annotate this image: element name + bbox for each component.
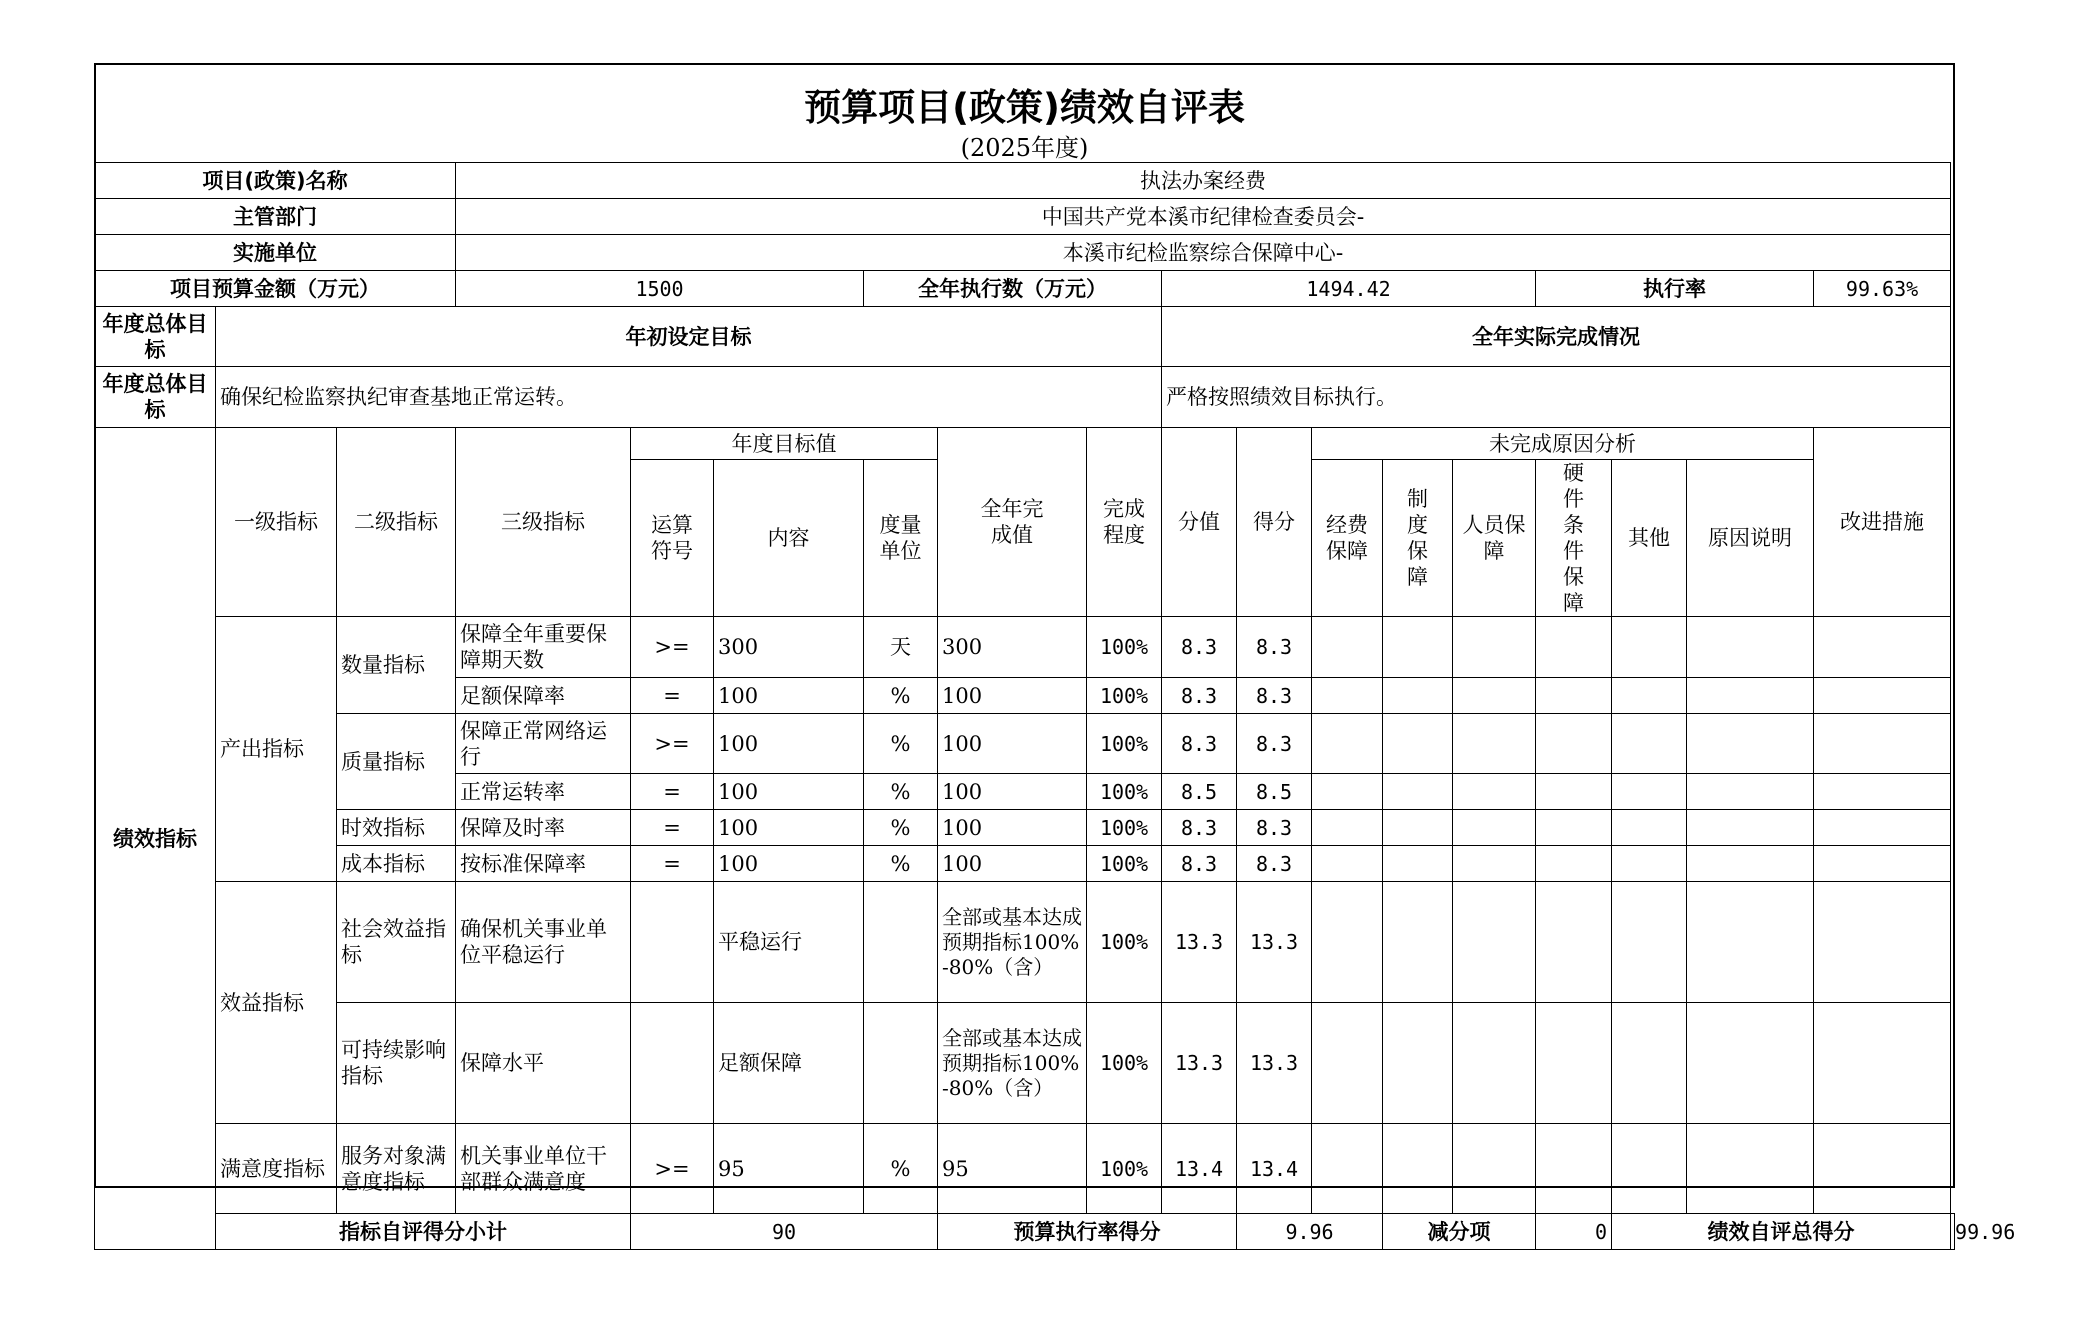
group-satisfaction: 满意度指标 [216, 1124, 337, 1214]
group-service: 服务对象满意度指标 [337, 1124, 456, 1214]
cell-content: 平稳运行 [714, 882, 864, 1003]
empty-cell [1453, 774, 1536, 810]
group-cost: 成本指标 [337, 846, 456, 882]
empty-cell [1453, 810, 1536, 846]
cell-actual: 100 [938, 678, 1087, 714]
empty-cell [1383, 1003, 1453, 1124]
cell-unit: 天 [864, 617, 938, 678]
empty-cell [1536, 714, 1612, 774]
indicator-header-row-1 [95, 428, 1955, 460]
cell-completion: 100% [1087, 882, 1162, 1003]
project-name-value: 执法办案经费 [456, 163, 1951, 199]
cell-content: 100 [714, 810, 864, 846]
dept-label: 主管部门 [95, 199, 456, 235]
empty-cell [1312, 714, 1383, 774]
cell-l3: 保障及时率 [456, 810, 631, 846]
header-operator: 运算符号 [631, 460, 714, 617]
header-improve: 改进措施 [1814, 428, 1951, 617]
cell-actual: 300 [938, 617, 1087, 678]
evaluation-table [94, 162, 2016, 1250]
evaluation-sheet [94, 63, 2016, 1244]
title-block [96, 65, 1953, 162]
empty-cell [1814, 1003, 1951, 1124]
header-reason-system: 制度保障 [1383, 460, 1453, 617]
cell-score: 8.3 [1162, 714, 1237, 774]
cell-score: 13.3 [1162, 1003, 1237, 1124]
empty-cell [1612, 882, 1687, 1003]
subtotal-value: 90 [631, 1214, 938, 1250]
empty-cell [1687, 810, 1814, 846]
empty-cell [1312, 1003, 1383, 1124]
group-quantity: 数量指标 [337, 617, 456, 714]
empty-cell [1453, 1124, 1536, 1214]
empty-cell [1383, 846, 1453, 882]
cell-completion: 100% [1087, 1124, 1162, 1214]
empty-cell [1453, 882, 1536, 1003]
cell-got: 13.3 [1237, 1003, 1312, 1124]
empty-cell [1612, 678, 1687, 714]
empty-cell [1687, 846, 1814, 882]
cell-score: 8.3 [1162, 810, 1237, 846]
cell-got: 8.3 [1237, 714, 1312, 774]
info-row-dept [95, 199, 1955, 235]
total-label: 绩效自评总得分 [1612, 1214, 1951, 1250]
cell-l3: 保障水平 [456, 1003, 631, 1124]
cell-l3: 机关事业单位干部群众满意度 [456, 1124, 631, 1214]
cell-op: >= [631, 1124, 714, 1214]
empty-cell [1536, 774, 1612, 810]
header-reason-other: 其他 [1612, 460, 1687, 617]
cell-op [631, 1003, 714, 1124]
cell-completion: 100% [1087, 774, 1162, 810]
cell-l3: 足额保障率 [456, 678, 631, 714]
exec-label: 全年执行数（万元） [864, 271, 1162, 307]
group-timeliness: 时效指标 [337, 810, 456, 846]
goal-plan-header: 年初设定目标 [216, 307, 1162, 367]
cell-op: = [631, 774, 714, 810]
cell-got: 13.4 [1237, 1124, 1312, 1214]
empty-cell [1814, 617, 1951, 678]
empty-cell [1453, 617, 1536, 678]
group-sustain: 可持续影响指标 [337, 1003, 456, 1124]
header-level3: 三级指标 [456, 428, 631, 617]
cell-op: = [631, 846, 714, 882]
cell-op: = [631, 810, 714, 846]
cell-got: 8.3 [1237, 846, 1312, 882]
empty-cell [1312, 617, 1383, 678]
empty-cell [1312, 810, 1383, 846]
table-row [95, 846, 1955, 882]
total-value: 99.96 [1951, 1214, 1955, 1250]
group-output: 产出指标 [216, 617, 337, 882]
empty-cell [1453, 1003, 1536, 1124]
header-got: 得分 [1237, 428, 1312, 617]
info-row-unit [95, 235, 1955, 271]
cell-l3: 保障正常网络运行 [456, 714, 631, 774]
empty-cell [1383, 678, 1453, 714]
deduct-value: 0 [1536, 1214, 1612, 1250]
footer-row [95, 1214, 1955, 1250]
budget-score-label: 预算执行率得分 [938, 1214, 1237, 1250]
header-actual: 全年完成值 [938, 428, 1087, 617]
empty-cell [1312, 1124, 1383, 1214]
empty-cell [1687, 882, 1814, 1003]
header-reason-group: 未完成原因分析 [1312, 428, 1814, 460]
cell-content: 足额保障 [714, 1003, 864, 1124]
project-name-label: 项目(政策)名称 [95, 163, 456, 199]
empty-cell [1612, 1003, 1687, 1124]
header-level2: 二级指标 [337, 428, 456, 617]
cell-score: 8.5 [1162, 774, 1237, 810]
cell-content: 95 [714, 1124, 864, 1214]
header-level1: 一级指标 [216, 428, 337, 617]
table-row [95, 810, 1955, 846]
cell-l3: 确保机关事业单位平稳运行 [456, 882, 631, 1003]
cell-completion: 100% [1087, 846, 1162, 882]
empty-cell [1536, 617, 1612, 678]
empty-cell [1383, 810, 1453, 846]
group-quality: 质量指标 [337, 714, 456, 810]
cell-completion: 100% [1087, 714, 1162, 774]
header-reason-funds: 经费保障 [1312, 460, 1383, 617]
cell-op: >= [631, 617, 714, 678]
empty-cell [1814, 678, 1951, 714]
cell-score: 13.3 [1162, 882, 1237, 1003]
cell-op: = [631, 678, 714, 714]
cell-score: 8.3 [1162, 617, 1237, 678]
header-reason-staff: 人员保障 [1453, 460, 1536, 617]
cell-score: 8.3 [1162, 678, 1237, 714]
page-subtitle: (2025年度) [960, 134, 1089, 162]
header-target-group: 年度目标值 [631, 428, 938, 460]
goal-plan-text: 确保纪检监察执纪审查基地正常运转。 [216, 367, 1162, 428]
cell-unit: % [864, 678, 938, 714]
cell-unit: % [864, 846, 938, 882]
cell-actual: 95 [938, 1124, 1087, 1214]
exec-value: 1494.42 [1162, 271, 1536, 307]
cell-completion: 100% [1087, 617, 1162, 678]
budget-value: 1500 [456, 271, 864, 307]
cell-unit [864, 1003, 938, 1124]
empty-cell [1687, 774, 1814, 810]
empty-cell [1687, 1124, 1814, 1214]
empty-cell [1383, 714, 1453, 774]
cell-unit: % [864, 1124, 938, 1214]
cell-got: 8.3 [1237, 678, 1312, 714]
empty-cell [1612, 846, 1687, 882]
deduct-label: 减分项 [1383, 1214, 1536, 1250]
empty-cell [1687, 678, 1814, 714]
header-content: 内容 [714, 460, 864, 617]
cell-completion: 100% [1087, 1003, 1162, 1124]
rate-label: 执行率 [1536, 271, 1814, 307]
table-row [95, 714, 1955, 774]
cell-got: 13.3 [1237, 882, 1312, 1003]
empty-cell [1536, 810, 1612, 846]
empty-cell [1312, 678, 1383, 714]
cell-completion: 100% [1087, 678, 1162, 714]
header-score: 分值 [1162, 428, 1237, 617]
empty-cell [1383, 774, 1453, 810]
cell-got: 8.5 [1237, 774, 1312, 810]
empty-cell [1453, 678, 1536, 714]
dept-value: 中国共产党本溪市纪律检查委员会- [456, 199, 1951, 235]
cell-actual: 全部或基本达成预期指标100%-80%（含） [938, 1003, 1087, 1124]
info-row-name [95, 163, 1955, 199]
cell-actual: 100 [938, 714, 1087, 774]
info-row-budget [95, 271, 1955, 307]
empty-cell [1814, 714, 1951, 774]
unit-label: 实施单位 [95, 235, 456, 271]
empty-cell [1687, 617, 1814, 678]
header-unit: 度量单位 [864, 460, 938, 617]
goal-label-2: 年度总体目标 [95, 367, 216, 428]
table-row [95, 1124, 1955, 1214]
empty-cell [1814, 882, 1951, 1003]
cell-actual: 100 [938, 846, 1087, 882]
empty-cell [1612, 714, 1687, 774]
goal-actual-header: 全年实际完成情况 [1162, 307, 1951, 367]
empty-cell [1687, 714, 1814, 774]
rate-value: 99.63% [1814, 271, 1951, 307]
empty-cell [1453, 714, 1536, 774]
empty-cell [1814, 1124, 1951, 1214]
empty-cell [1814, 774, 1951, 810]
group-social: 社会效益指标 [337, 882, 456, 1003]
table-row [95, 617, 1955, 678]
cell-content: 100 [714, 774, 864, 810]
table-row [95, 1003, 1955, 1124]
empty-cell [1814, 810, 1951, 846]
group-benefit: 效益指标 [216, 882, 337, 1124]
cell-unit: % [864, 810, 938, 846]
empty-cell [1612, 810, 1687, 846]
empty-cell [1383, 882, 1453, 1003]
cell-actual: 100 [938, 774, 1087, 810]
cell-unit: % [864, 774, 938, 810]
cell-actual: 全部或基本达成预期指标100%-80%（含） [938, 882, 1087, 1003]
cell-content: 300 [714, 617, 864, 678]
cell-got: 8.3 [1237, 810, 1312, 846]
cell-l3: 正常运转率 [456, 774, 631, 810]
cell-unit: % [864, 714, 938, 774]
subtotal-label: 指标自评得分小计 [216, 1214, 631, 1250]
empty-cell [1453, 846, 1536, 882]
goal-actual-text: 严格按照绩效目标执行。 [1162, 367, 1951, 428]
table-row [95, 882, 1955, 1003]
cell-content: 100 [714, 678, 864, 714]
budget-score-value: 9.96 [1237, 1214, 1383, 1250]
header-reason-hardware: 硬件条件保障 [1536, 460, 1612, 617]
empty-cell [1536, 1124, 1612, 1214]
cell-op: >= [631, 714, 714, 774]
goal-label: 年度总体目标 [95, 307, 216, 367]
budget-label: 项目预算金额（万元） [95, 271, 456, 307]
cell-op [631, 882, 714, 1003]
empty-cell [1612, 774, 1687, 810]
header-completion: 完成程度 [1087, 428, 1162, 617]
empty-cell [1612, 617, 1687, 678]
cell-content: 100 [714, 846, 864, 882]
unit-value: 本溪市纪检监察综合保障中心- [456, 235, 1951, 271]
cell-unit [864, 882, 938, 1003]
empty-cell [1536, 678, 1612, 714]
empty-cell [1536, 846, 1612, 882]
cell-actual: 100 [938, 810, 1087, 846]
empty-cell [1383, 1124, 1453, 1214]
empty-cell [1687, 1003, 1814, 1124]
empty-cell [1312, 882, 1383, 1003]
cell-l3: 按标准保障率 [456, 846, 631, 882]
empty-cell [1536, 1003, 1612, 1124]
goal-text-row [95, 367, 1955, 428]
goal-header-row [95, 307, 1955, 367]
header-reason-note: 原因说明 [1687, 460, 1814, 617]
cell-content: 100 [714, 714, 864, 774]
empty-cell [1312, 846, 1383, 882]
empty-cell [1612, 1124, 1687, 1214]
cell-score: 13.4 [1162, 1124, 1237, 1214]
cell-got: 8.3 [1237, 617, 1312, 678]
empty-cell [1312, 774, 1383, 810]
empty-cell [1814, 846, 1951, 882]
page-title: 预算项目(政策)绩效自评表 [804, 86, 1245, 129]
cell-l3: 保障全年重要保障期天数 [456, 617, 631, 678]
cell-completion: 100% [1087, 810, 1162, 846]
empty-cell [1536, 882, 1612, 1003]
empty-cell [1383, 617, 1453, 678]
cell-score: 8.3 [1162, 846, 1237, 882]
section-label-performance: 绩效指标 [95, 428, 216, 1250]
